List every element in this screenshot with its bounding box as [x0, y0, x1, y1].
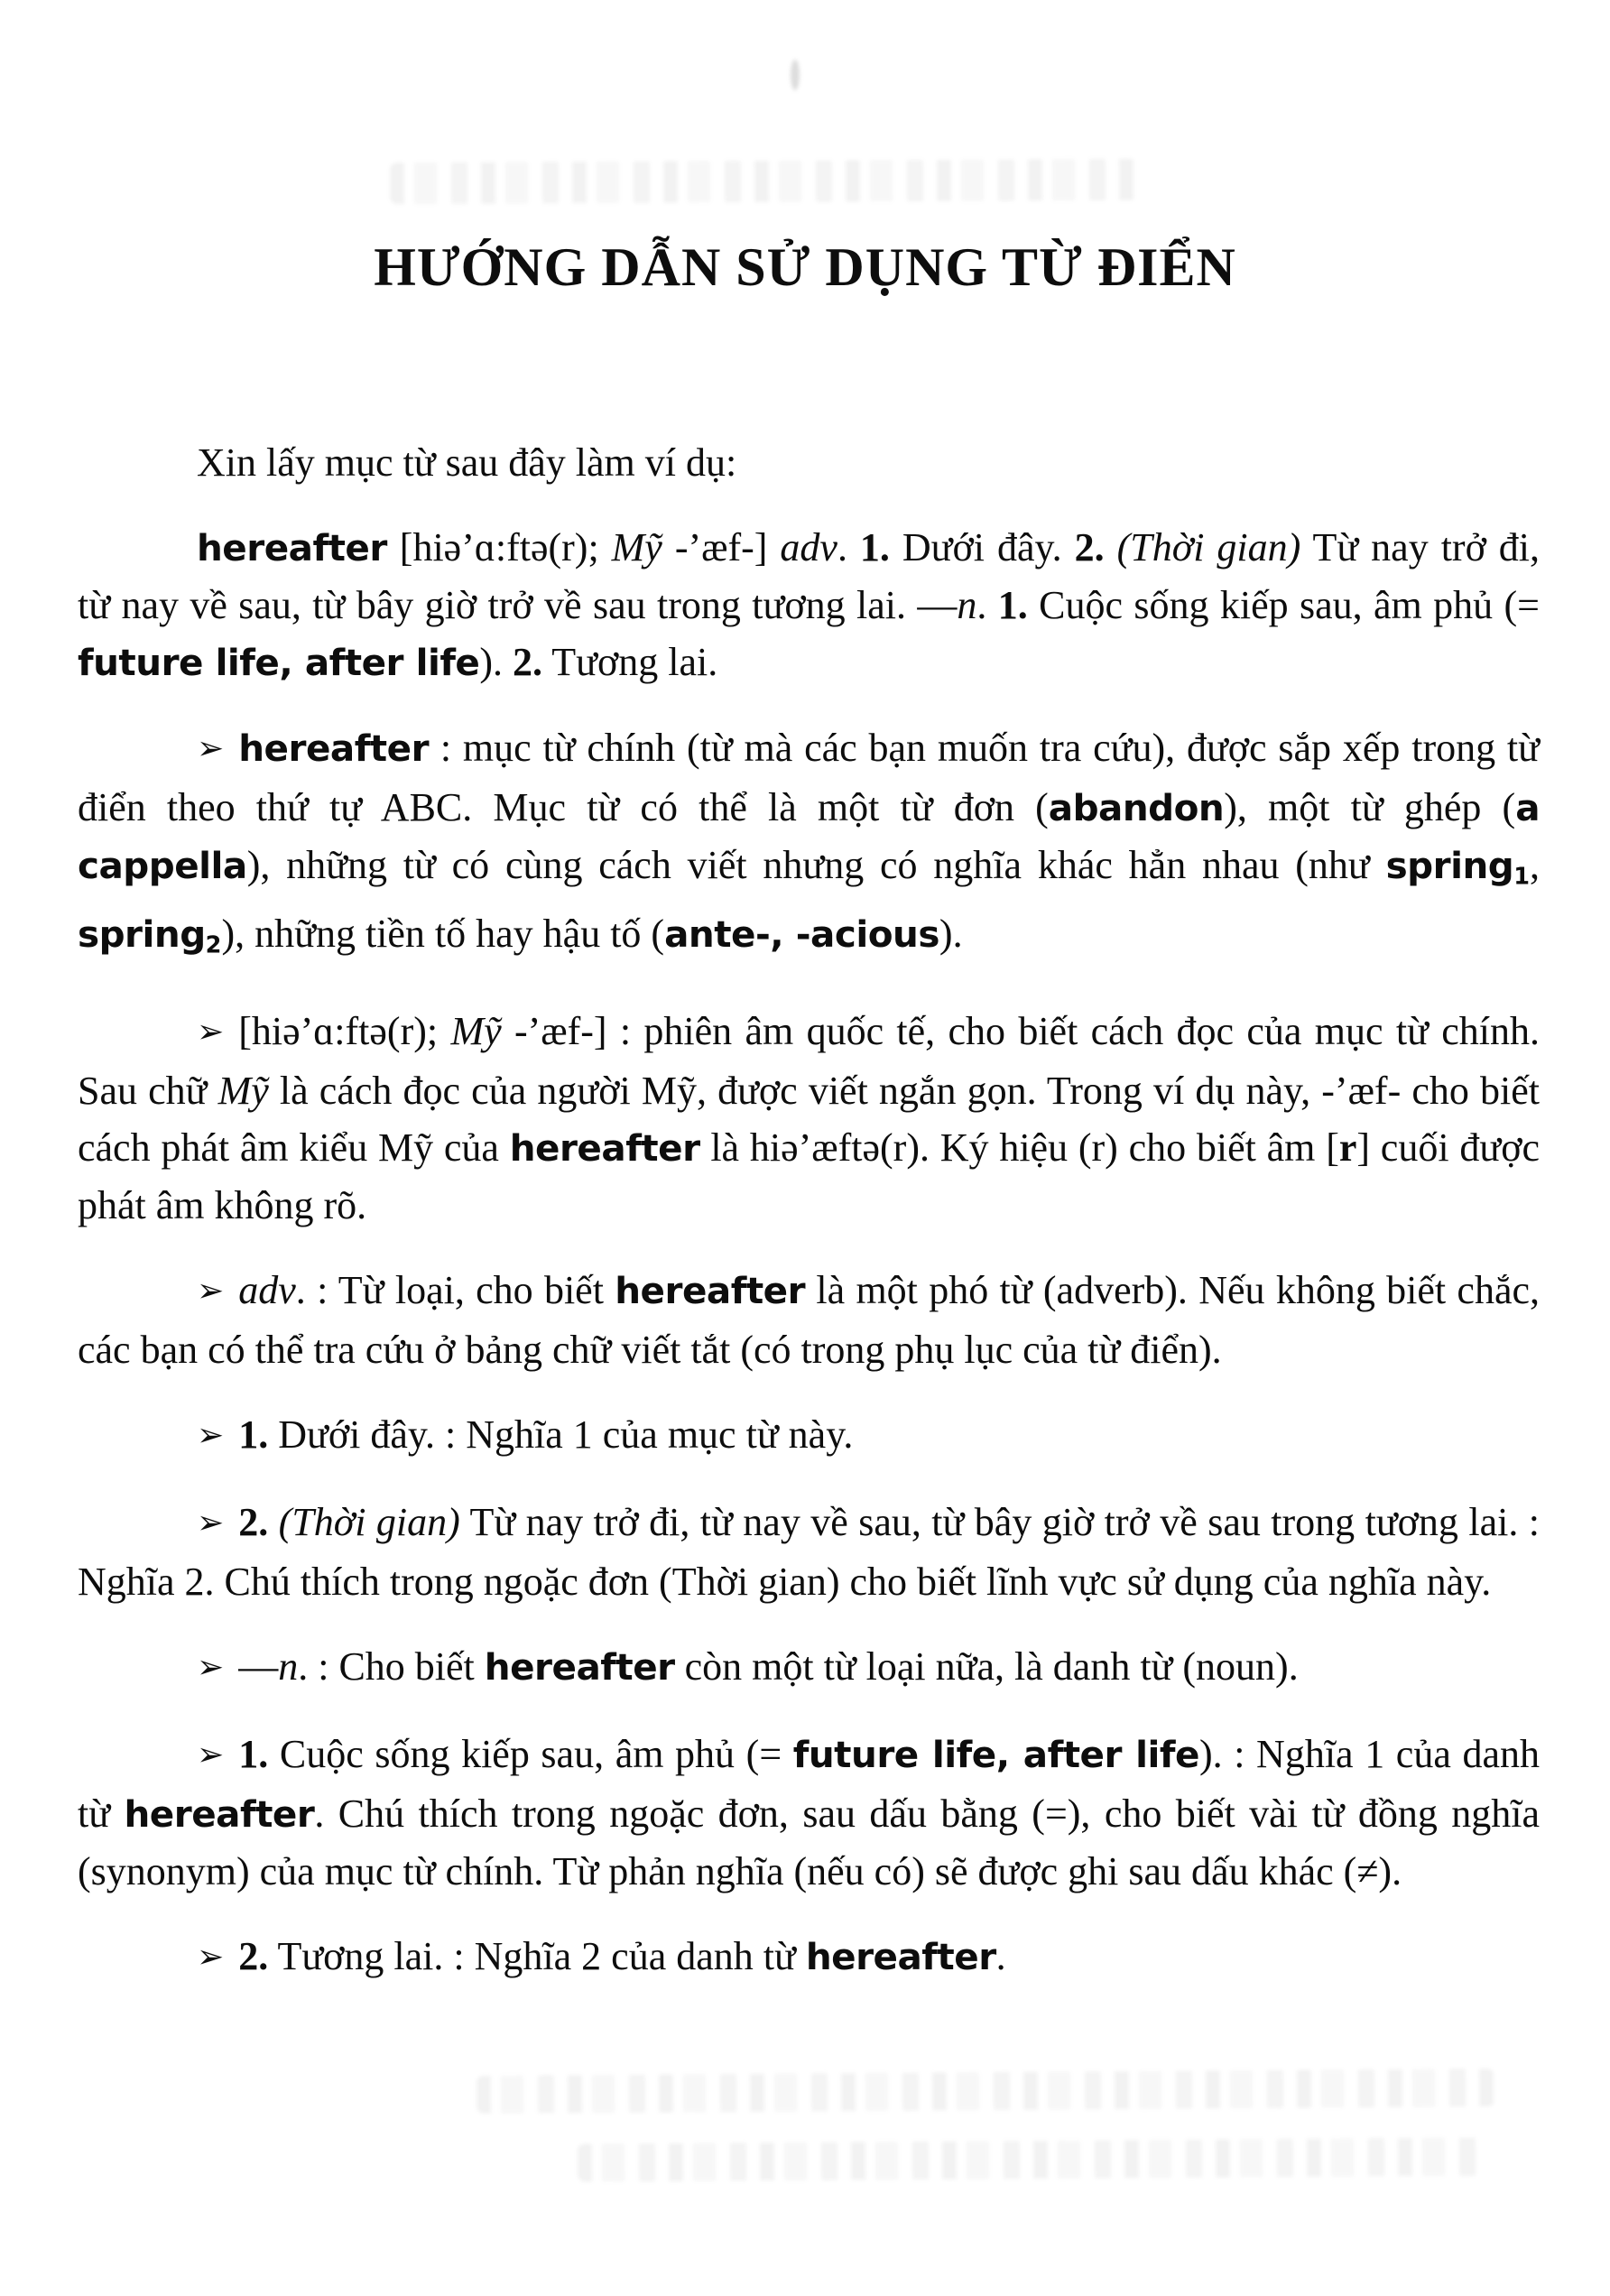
bullet-paragraph: [78, 1726, 1540, 1900]
text-run: 1.: [238, 1731, 269, 1776]
text-run: 1: [1513, 863, 1530, 891]
arrow-bullet-icon: ➢: [197, 1012, 225, 1051]
text-run: Xin lấy mục từ sau đây làm ví dụ:: [197, 440, 737, 485]
text-run: hereafter: [124, 1791, 315, 1836]
text-run: ), những từ có cùng cách viết nhưng có nghĩa khác hẳn nhau (như: [246, 843, 1386, 887]
arrow-bullet-icon: ➢: [197, 1271, 225, 1310]
text-run: ante-, -acious: [664, 912, 939, 957]
scan-speck-artifact: [791, 60, 800, 90]
text-run: r: [1338, 1125, 1357, 1170]
text-run: —: [238, 1643, 279, 1689]
text-run: [hiə’ɑ:ftə(r);: [238, 1008, 451, 1053]
text-run: future life, after life: [792, 1732, 1199, 1776]
text-run: abandon: [1048, 786, 1225, 829]
bullet-paragraph: [78, 1494, 1540, 1610]
text-run: 1.: [997, 583, 1028, 627]
text-run: .: [976, 583, 998, 627]
text-run: spring: [78, 912, 206, 957]
text-run: [268, 1500, 278, 1544]
text-run: n: [278, 1643, 299, 1689]
text-run: a cappella: [78, 786, 1540, 887]
text-run: Mỹ: [450, 1008, 502, 1053]
arrow-bullet-icon: ➢: [197, 1735, 225, 1773]
bullet-paragraph: [78, 1928, 1540, 1987]
paragraph: [78, 434, 1540, 491]
text-run: Dưới đây.: [889, 525, 1075, 569]
text-run: Từ nay trở đi, từ nay về sau, từ bây giờ trở về sau trong tương lai. —: [78, 525, 1541, 627]
text-run: hereafter: [509, 1125, 700, 1170]
text-run: .: [837, 525, 860, 569]
bullet-paragraph: [78, 1262, 1540, 1378]
text-run: -’æf-] : phiên âm quốc tế, cho biết cách đọc của mục từ chính. Sau chữ: [78, 1008, 1540, 1113]
text-run: (Thời gian): [278, 1499, 460, 1544]
text-run: 2: [205, 931, 222, 959]
text-run: ).: [939, 912, 963, 957]
text-run: adv: [238, 1267, 296, 1312]
text-run: adv: [780, 525, 837, 569]
text-run: hereafter: [805, 1934, 996, 1978]
bleed-through-artifact: [477, 2069, 1494, 2114]
text-run: [1105, 525, 1117, 569]
text-run: ,: [1530, 843, 1540, 887]
text-run: còn một từ loại nữa, là danh từ (noun).: [674, 1643, 1299, 1689]
bleed-through-artifact: [390, 159, 1137, 204]
text-run: Dưới đây. : Nghĩa 1 của mục từ này.: [268, 1412, 854, 1457]
text-run: . : Cho biết: [298, 1643, 485, 1689]
bleed-through-artifact: [578, 2137, 1489, 2181]
text-run: là cách đọc của người Mỹ, được viết ngắn gọn. Trong ví dụ này, -’æf- cho biết cách phát âm kiểu Mỹ của: [78, 1068, 1540, 1170]
text-run: future life, after life: [78, 641, 480, 684]
text-run: ), những tiền tố hay hậu tố (: [221, 912, 665, 957]
bullet-paragraph: [78, 1406, 1540, 1466]
text-run: Mỹ: [217, 1068, 269, 1113]
text-run: [hiə’ɑ:ftə(r);: [386, 525, 612, 569]
text-run: Cuộc sống kiếp sau, âm phủ (=: [268, 1731, 793, 1776]
text-run: n: [957, 583, 977, 627]
text-run: 1.: [859, 525, 890, 569]
text-run: . Chú thích trong ngoặc đơn, sau dấu bằng (=), cho biết vài từ đồng nghĩa (synonym) của mục từ chính. Từ phản nghĩa (nếu có) sẽ được ghi sau dấu khác (≠).: [78, 1791, 1541, 1893]
text-run: 2.: [238, 1933, 269, 1978]
text-run: : mục từ chính (từ mà các bạn muốn tra cứu), được sắp xếp trong từ điển theo thứ tự ABC. Mục từ có thể là một từ đơn (: [78, 726, 1540, 829]
text-run: hereafter: [197, 526, 387, 569]
text-run: Cuộc sống kiếp sau, âm phủ (=: [1027, 583, 1540, 627]
arrow-bullet-icon: ➢: [197, 1415, 225, 1454]
text-run: spring: [1385, 844, 1514, 887]
text-run: Mỹ: [611, 525, 662, 569]
text-run: -’æf-]: [662, 525, 781, 569]
text-run: hereafter: [615, 1268, 806, 1312]
text-run: Từ nay trở đi, từ nay về sau, từ bây giờ trở về sau trong tương lai. : Nghĩa 2. Chú thích trong ngoặc đơn (Thời gian) cho biết lĩnh vực sử dụng của nghĩa này.: [78, 1499, 1540, 1604]
arrow-bullet-icon: ➢: [197, 729, 225, 767]
arrow-bullet-icon: ➢: [197, 1937, 225, 1976]
page-title: HƯỚNG DẪN SỬ DỤNG TỪ ĐIỂN: [374, 237, 1236, 297]
text-run: 1.: [238, 1412, 269, 1457]
arrow-bullet-icon: ➢: [197, 1647, 225, 1686]
text-run: ), một từ ghép (: [1224, 785, 1516, 829]
text-run: ] cuối được phát âm không rõ.: [78, 1125, 1540, 1227]
text-run: ).: [479, 640, 514, 684]
text-run: 2.: [1074, 525, 1105, 569]
text-run: hereafter: [484, 1644, 675, 1689]
text-run: 2.: [238, 1499, 269, 1544]
bullet-paragraph: [78, 1638, 1540, 1698]
arrow-bullet-icon: ➢: [197, 1503, 225, 1541]
text-run: ). : Nghĩa 1 của danh từ: [78, 1731, 1540, 1836]
bullet-paragraph: [78, 719, 1540, 975]
bullet-paragraph: [78, 1003, 1540, 1234]
document-body: [0, 434, 1610, 1987]
text-run: là hiə’æftə(r). Ký hiệu (r) cho biết âm [: [699, 1125, 1339, 1170]
text-run: (Thời gian): [1116, 525, 1301, 569]
text-run: hereafter: [238, 727, 430, 770]
text-run: . : Từ loại, cho biết: [295, 1267, 615, 1312]
text-run: Tương lai.: [542, 640, 718, 684]
text-run: Tương lai. : Nghĩa 2 của danh từ: [268, 1933, 806, 1978]
paragraph: [78, 519, 1540, 691]
text-run: là một phó từ (adverb). Nếu không biết chắc, các bạn có thể tra cứu ở bảng chữ viết tắt (có trong phụ lục của từ điển).: [78, 1267, 1540, 1372]
text-run: 2.: [513, 640, 543, 684]
text-run: .: [995, 1933, 1006, 1978]
